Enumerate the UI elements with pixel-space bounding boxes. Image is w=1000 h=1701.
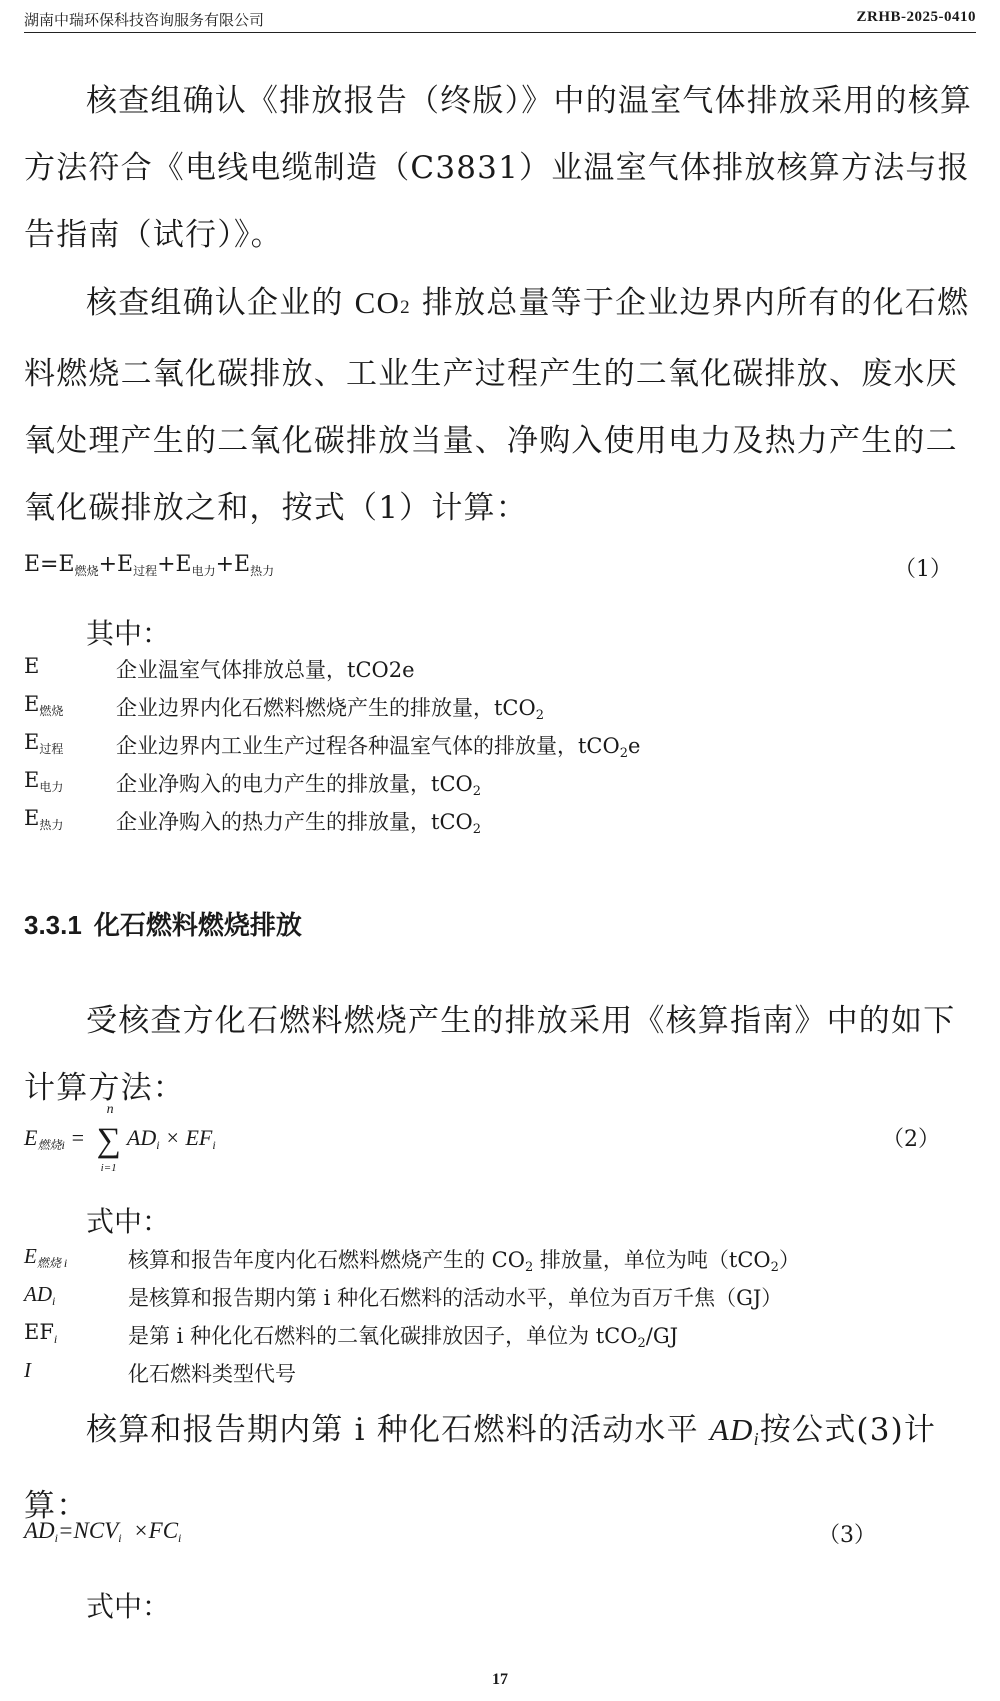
- definition-row: $E_{燃烧 i}$ 核算和报告年度内化石燃料燃烧产生的 CO2 排放量，单位为吨（tCO2）: [24, 1244, 800, 1275]
- definition-row: $AD_i$ 是核算和报告期内第 i 种化石燃料的活动水平，单位为百万千焦（GJ）: [24, 1282, 783, 1310]
- equation-2-expression: $E_{燃烧i}$ = ∑ n i=1 $AD_i \times EF_i$: [24, 1102, 216, 1174]
- definition-row: $E_{过程}$ 企业边界内工业生产过程各种温室气体的排放量，tCO2e: [24, 730, 641, 761]
- paragraph-total-emission: 核查组确认企业的 CO2 排放总量等于企业边界内所有的化石燃料燃烧二氧化碳排放、工业生产过程产生的二氧化碳排放、废水厌氧处理产生的二氧化碳排放当量、净购入使用电力及热力产生的二氧化碳排放之和，按式（1）计算：: [24, 285, 970, 526]
- equation-1: [24, 552, 976, 592]
- definition-row: $E_{电力}$ 企业净购入的电力产生的排放量，tCO2: [24, 768, 482, 799]
- equation-3: [24, 1518, 976, 1558]
- paragraph-activity-level: 核算和报告期内第 i 种化石燃料的活动水平 ADi按公式(3)计算：: [24, 1412, 937, 1524]
- definition-row: $E_{热力}$ 企业净购入的热力产生的排放量，tCO2: [24, 806, 482, 837]
- company-name: 湖南中瑞环保科技咨询服务有限公司: [24, 11, 265, 29]
- paragraph-method-confirmation: 核查组确认《排放报告（终版）》中的温室气体排放采用的核算方法符合《电线电缆制造（C3831）业温室气体排放核算方法与报告指南（试行）》。: [24, 83, 973, 253]
- definition-row: E 企业温室气体排放总量，tCO2e: [24, 654, 415, 682]
- equation-1-number: （1）: [894, 557, 952, 582]
- summation-symbol: ∑ n i=1: [96, 1102, 121, 1174]
- equation-1-expression: $E=E_{燃烧}+E_{过程}+E_{电力}+E_{热力}$: [24, 552, 275, 578]
- paragraph-combustion-method: 受核查方化石燃料燃烧产生的排放采用《核算指南》中的如下计算方法：: [24, 1003, 956, 1106]
- where-label-3: 式中：: [86, 1590, 171, 1623]
- definition-row: $E_{燃烧}$ 企业边界内化石燃料燃烧产生的排放量，tCO2: [24, 692, 545, 723]
- page-header: [24, 6, 976, 33]
- equation-3-number: （3）: [818, 1523, 876, 1548]
- definition-row: $EF_i$ 是第 i 种化化石燃料的二氧化碳排放因子，单位为 tCO2/GJ: [24, 1320, 679, 1351]
- equation-3-expression: $AD_i=NCV_i \times FC_i$: [24, 1518, 182, 1545]
- definitions-list-1: [24, 654, 976, 844]
- section-title: 化石燃料燃烧排放: [93, 911, 302, 941]
- definition-row: I 化石燃料类型代号: [24, 1358, 296, 1386]
- where-label-2: 式中：: [86, 1205, 171, 1238]
- equation-2-number: （2）: [882, 1127, 940, 1152]
- equation-2: [24, 1102, 976, 1174]
- section-heading: [24, 905, 302, 942]
- where-label-1: 其中：: [86, 617, 171, 650]
- page-number: 17: [492, 1671, 508, 1688]
- section-number: 3.3.1: [24, 910, 82, 940]
- definitions-list-2: [24, 1244, 976, 1396]
- report-code: ZRHB-2025-0410: [856, 9, 976, 25]
